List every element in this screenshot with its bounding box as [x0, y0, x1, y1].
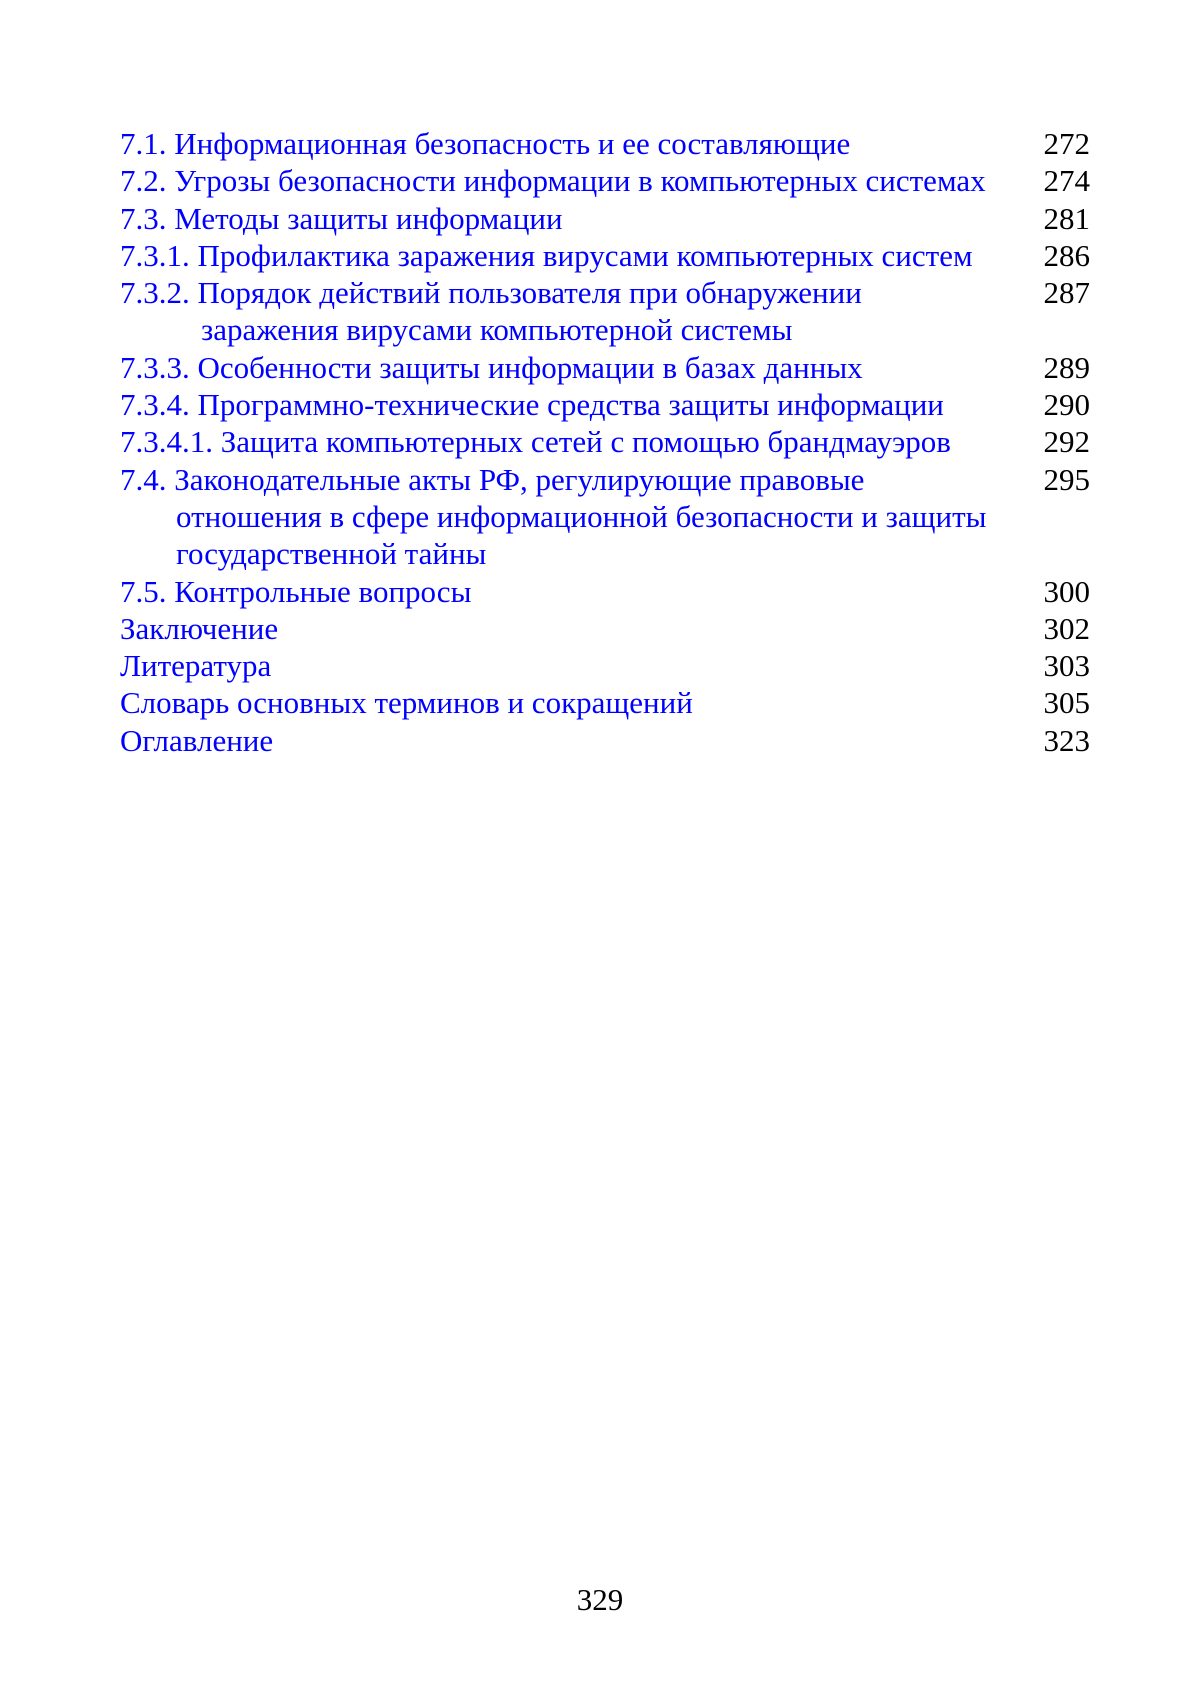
toc-entry-link[interactable]: 7.3.1. Профилактика заражения вирусами компьютерных систем	[120, 237, 973, 273]
toc-entry-link[interactable]: 7.1. Информационная безопасность и ее составляющие	[120, 126, 851, 161]
toc-page-number: 281	[1043, 200, 1090, 236]
toc-page-number: 303	[1043, 648, 1090, 684]
toc-entry[interactable]	[120, 461, 1090, 573]
toc-entry-link[interactable]: 7.3.3. Особенности защиты информации в базах данных	[120, 349, 863, 385]
toc-page-number: 290	[1043, 387, 1090, 423]
toc-entry-link[interactable]: Заключение	[120, 610, 279, 646]
toc-entry[interactable]	[120, 237, 1090, 274]
table-of-contents	[120, 125, 1090, 759]
toc-entry-link[interactable]: 7.3.4.1. Защита компьютерных сетей с помощью брандмауэров	[120, 424, 951, 460]
toc-entry[interactable]	[120, 162, 1090, 199]
toc-entry[interactable]	[120, 610, 1090, 647]
toc-entry-link[interactable]: Словарь основных терминов и сокращений	[120, 685, 693, 721]
toc-page-number: 305	[1043, 685, 1090, 721]
toc-entry[interactable]	[120, 722, 1090, 759]
toc-entry[interactable]	[120, 573, 1090, 610]
toc-entry[interactable]	[120, 274, 1090, 349]
toc-entry-link[interactable]: 7.3.4. Программно-технические средства защиты информации	[120, 387, 944, 423]
toc-entry-link[interactable]: 7.4. Законодательные акты РФ, регулирующие правовые отношения в сфере информационной безопасности и защиты государственной тайны	[120, 461, 987, 572]
toc-entry[interactable]	[120, 647, 1090, 684]
toc-entry[interactable]	[120, 349, 1090, 386]
toc-page-number: 289	[1043, 349, 1090, 385]
toc-page-number: 274	[1043, 163, 1090, 199]
toc-entry-link[interactable]: Литература	[120, 648, 272, 684]
toc-page-number: 300	[1043, 573, 1090, 609]
footer-page-number: 329	[576, 1582, 624, 1617]
toc-page-number: 272	[1043, 126, 1090, 161]
toc-entry[interactable]	[120, 125, 1090, 162]
toc-page-number: 323	[1043, 722, 1090, 758]
toc-entry[interactable]	[120, 200, 1090, 237]
toc-entry[interactable]	[120, 684, 1090, 721]
toc-entry-link[interactable]: 7.3.2. Порядок действий пользователя при обнаружении заражения вирусами компьютерной системы	[120, 275, 862, 348]
toc-page-number: 287	[1043, 275, 1090, 311]
toc-page-number: 302	[1043, 610, 1090, 646]
toc-entry-link[interactable]: Оглавление	[120, 722, 274, 758]
toc-page-number: 286	[1043, 237, 1090, 273]
toc-entry-link[interactable]: 7.2. Угрозы безопасности информации в компьютерных системах	[120, 163, 986, 199]
toc-entry-link[interactable]: 7.5. Контрольные вопросы	[120, 573, 472, 609]
toc-page-number: 292	[1043, 424, 1090, 460]
toc-page-number: 295	[1043, 461, 1090, 497]
toc-entry-link[interactable]: 7.3. Методы защиты информации	[120, 200, 563, 236]
toc-entry[interactable]	[120, 423, 1090, 460]
toc-entry[interactable]	[120, 386, 1090, 423]
